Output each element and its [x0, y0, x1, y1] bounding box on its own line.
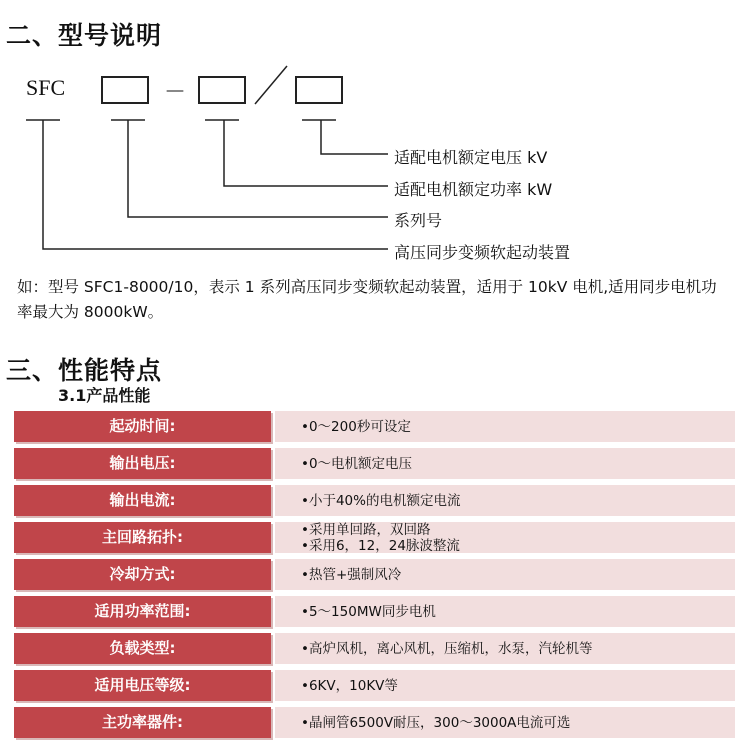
spec-value: [275, 522, 735, 553]
model-connector-lines: [0, 0, 750, 270]
legend-power: 适配电机额定功率 kW: [394, 180, 553, 199]
spec-label: 冷却方式:: [14, 559, 271, 590]
spec-label: 适用功率范围:: [14, 596, 271, 627]
spec-label: 输出电压:: [14, 448, 271, 479]
spec-value: [275, 485, 735, 516]
legend-device: 高压同步变频软起动装置: [394, 243, 571, 262]
legend-series: 系列号: [394, 211, 443, 230]
spec-label: 起动时间:: [14, 411, 271, 442]
legend-voltage: 适配电机额定电压 kV: [394, 148, 548, 167]
subsection-heading-performance: 3.1产品性能: [58, 386, 151, 405]
spec-value: [275, 559, 735, 590]
spec-label: 主回路拓扑:: [14, 522, 271, 553]
spec-value-line: •采用6，12，24脉波整流: [301, 537, 460, 554]
spec-row: [14, 596, 736, 627]
bracket-prefix-line: [43, 120, 388, 249]
spec-value-line: •热管+强制风冷: [301, 566, 402, 583]
spec-label: 负载类型:: [14, 633, 271, 664]
spec-value: [275, 670, 735, 701]
spec-row: [14, 448, 736, 479]
spec-value: [275, 411, 735, 442]
bracket-voltage-line: [321, 120, 388, 154]
spec-row: [14, 633, 736, 664]
spec-value: [275, 633, 735, 664]
bracket-power-line: [224, 120, 388, 186]
spec-row: [14, 670, 736, 701]
model-slash: [255, 66, 287, 104]
spec-label: 适用电压等级:: [14, 670, 271, 701]
spec-value-line: •采用单回路，双回路: [301, 521, 431, 538]
spec-row: [14, 411, 736, 442]
spec-value: [275, 707, 735, 738]
spec-row: [14, 559, 736, 590]
spec-value-line: •晶闸管6500V耐压，300～3000A电流可选: [301, 714, 571, 731]
spec-value: [275, 448, 735, 479]
spec-row: [14, 485, 736, 516]
spec-row: [14, 522, 736, 553]
spec-value-line: •5～150MW同步电机: [301, 603, 436, 620]
bracket-series-line: [128, 120, 388, 217]
spec-value: [275, 596, 735, 627]
spec-row: [14, 707, 736, 738]
section-heading-model: 二、型号说明: [6, 21, 163, 50]
spec-value-line: •6KV，10KV等: [301, 677, 398, 694]
section-heading-features: 三、性能特点: [6, 356, 163, 385]
model-dash: －: [164, 79, 187, 104]
model-example-paragraph: 如：型号 SFC1-8000/10，表示 1 系列高压同步变频软起动装置，适用于 10kV 电机,适用同步电机功率最大为 8000kW。: [17, 278, 717, 321]
spec-value-line: •小于40%的电机额定电流: [301, 492, 461, 509]
spec-table: [14, 411, 736, 744]
spec-label: 主功率器件:: [14, 707, 271, 738]
model-prefix: SFC: [26, 75, 66, 100]
spec-value-line: •0～200秒可设定: [301, 418, 411, 435]
spec-value-line: •高炉风机，离心风机，压缩机，水泵，汽轮机等: [301, 640, 593, 657]
spec-value-line: •0～电机额定电压: [301, 455, 413, 472]
spec-label: 输出电流:: [14, 485, 271, 516]
